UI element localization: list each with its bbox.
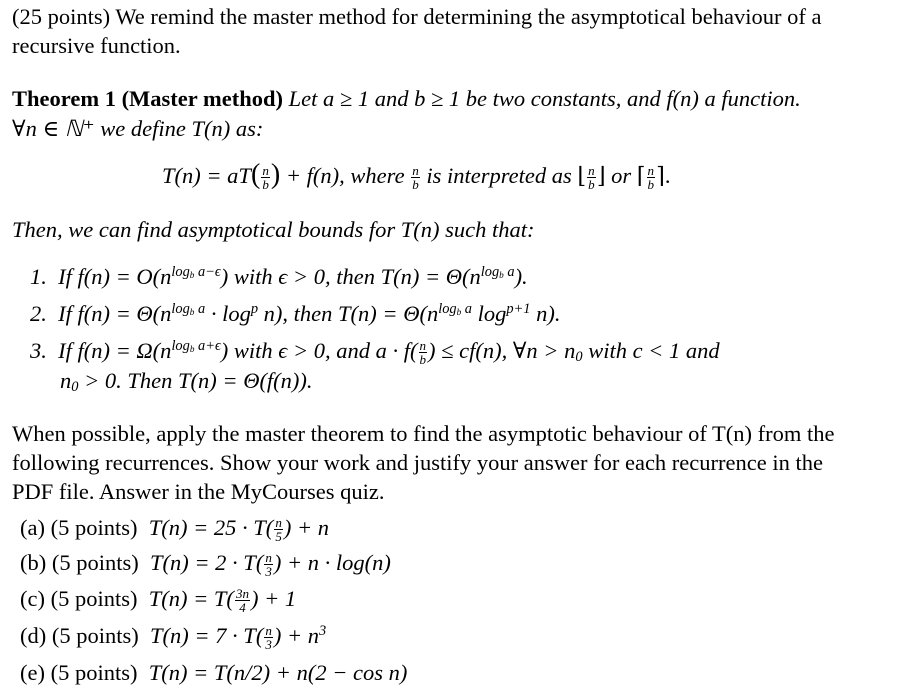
- question-label: (a): [20, 515, 45, 540]
- question-e: (e) (5 points) T(n) = T(n/2) + n(2 − cos n): [20, 660, 408, 685]
- recurrence-formula: T(n) = aT( $\frac{n}{b}$ ) + f(n), where $\frac{n}{b}$ is interpreted as ⌊ $\frac{n}{b}$ ⌋ or ⌈ $\frac{n}{b}$ ⌉.: [162, 159, 671, 193]
- formula-or: or: [611, 163, 632, 188]
- fraction-n-over-b: $\frac{n}{b}$: [262, 163, 269, 193]
- question-label: (c): [20, 586, 45, 611]
- question-b: (b) (5 points) T(n) = 2 · T( $\frac{n}{3}$ ) + n · log(n): [20, 550, 391, 580]
- theorem-title: Theorem 1 (Master method): [12, 86, 283, 111]
- question-points: (5 points): [51, 623, 139, 648]
- case-2: 2. If $f(n) = \Theta(n^{log_b a} \cdot \log^p n)$, then $T(n) = \Theta(n^{log_b a}$ $\log^{p+1} n$).: [30, 301, 561, 326]
- fraction-n-over-b: $\frac{n}{b}$: [412, 163, 419, 193]
- theorem-line-2: ∀n ∈ ℕ⁺ we define T(n) as:: [12, 116, 264, 141]
- case-3-continued: $n_0 > 0$. Then T(n) = Θ(f(n)).: [60, 368, 313, 395]
- case-3: 3. If $f(n) = \Omega(n^{log_b a+\epsilon})$ with ϵ > 0, and a · f( $\frac{n}{b}$ ) ≤ cf(n), ∀n > $n_0$ with c < 1 and: [30, 338, 720, 368]
- instructions-line-2: following recurrences. Show your work and justify your answer for each recurrence in the: [12, 450, 823, 475]
- question-points: (5 points): [50, 586, 138, 611]
- question-label: (e): [20, 660, 45, 685]
- formula-interpreted: is interpreted as: [426, 163, 572, 188]
- theorem-statement: Let a ≥ 1 and b ≥ 1 be two constants, and f(n) a function.: [288, 86, 801, 111]
- fraction-ceil: $\frac{n}{b}$: [647, 163, 655, 193]
- question-label: (b): [20, 550, 47, 575]
- instructions-line-3: PDF file. Answer in the MyCourses quiz.: [12, 479, 385, 504]
- theorem-line-1: [12, 84, 801, 113]
- question-label: (d): [20, 623, 47, 648]
- formula-mid: + f(n), where: [285, 163, 405, 188]
- question-a: (a) (5 points) T(n) = 25 · T( $\frac{n}{5}$ ) + n: [20, 515, 330, 545]
- intro-line-2: recursive function.: [12, 33, 181, 58]
- question-points: (5 points): [50, 515, 138, 540]
- theorem-then: Then, we can find asymptotical bounds for T(n) such that:: [12, 217, 535, 242]
- intro-line-1: (25 points) We remind the master method for determining the asymptotical behaviour of a: [12, 4, 822, 29]
- formula-lhs: T(n) = aT: [162, 163, 251, 188]
- question-points: (5 points): [50, 660, 138, 685]
- question-c: (c) (5 points) T(n) = T( $\frac{3n}{4}$ ) + 1: [20, 586, 297, 616]
- instructions-line-1: When possible, apply the master theorem to find the asymptotic behaviour of T(n) from the: [12, 421, 835, 446]
- question-points: (5 points): [51, 550, 139, 575]
- question-d: (d) (5 points) T(n) = 7 · T( $\frac{n}{3}$ ) + $n^3$: [20, 623, 327, 653]
- fraction-floor: $\frac{n}{b}$: [588, 163, 595, 193]
- case-1: 1. If $f(n) = O(n^{log_b a-\epsilon})$ with ϵ > 0, then $T(n) = \Theta(n^{log_b a})$.: [30, 264, 528, 289]
